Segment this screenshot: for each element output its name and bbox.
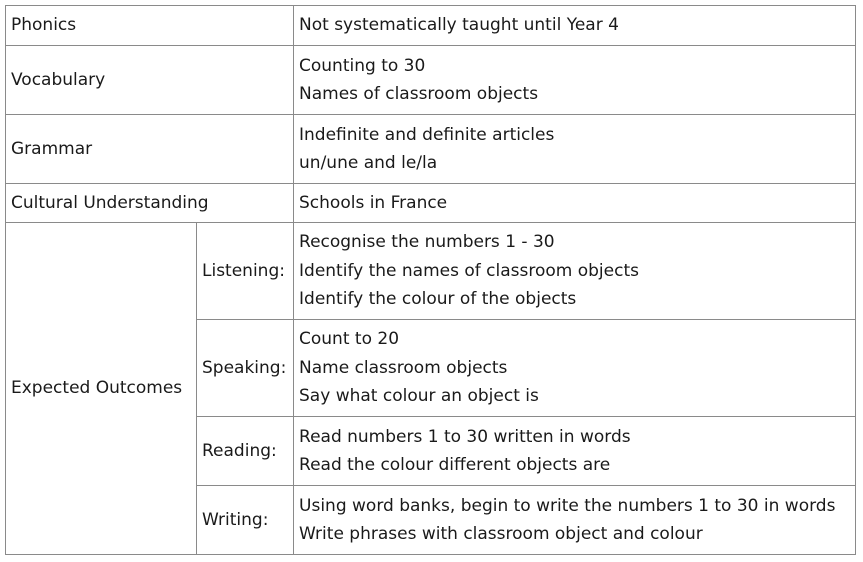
table-row-phonics [6,6,856,46]
value-line: Identify the colour of the objects [299,289,577,310]
value-line: Recognise the numbers 1 - 30 [299,232,555,253]
skill-label-reading: Reading: [197,417,294,486]
value-line: Read numbers 1 to 30 written in words [299,426,631,447]
row-value-grammar [294,115,856,184]
value-line: Name classroom objects [299,357,508,378]
row-label-cultural: Cultural Understanding [6,184,294,223]
row-label-grammar: Grammar [6,115,294,184]
value-line: Using word banks, begin to write the numbers 1 to 30 in words [299,495,836,516]
outcomes-label: Expected Outcomes [6,223,197,555]
value-line: Not systematically taught until Year 4 [299,15,619,36]
value-line: Write phrases with classroom object and colour [299,524,703,544]
value-line: Indefinite and definite articles [299,124,555,145]
skill-label-speaking: Speaking: [197,320,294,417]
value-line: Identify the names of classroom objects [299,260,639,281]
table-row-listening [6,223,856,320]
skill-values-writing [294,486,856,555]
skill-values-speaking [294,320,856,417]
value-line: Schools in France [299,192,448,213]
value-line: Names of classroom objects [299,84,539,104]
value-line: un/une and le/la [299,153,438,173]
skill-label-writing: Writing: [197,486,294,555]
table-row-vocabulary [6,46,856,115]
curriculum-table [5,5,856,555]
table-row-cultural [6,184,856,223]
row-value-vocabulary [294,46,856,115]
value-line: Counting to 30 [299,55,426,76]
skill-values-listening [294,223,856,320]
value-line: Read the colour different objects are [299,455,611,475]
row-label-vocabulary: Vocabulary [6,46,294,115]
value-line: Count to 20 [299,329,400,350]
table-row-grammar [6,115,856,184]
row-value-cultural [294,184,856,223]
skill-values-reading [294,417,856,486]
value-line: Say what colour an object is [299,386,539,407]
row-label-phonics: Phonics [6,6,294,46]
row-value-phonics [294,6,856,46]
skill-label-listening: Listening: [197,223,294,320]
